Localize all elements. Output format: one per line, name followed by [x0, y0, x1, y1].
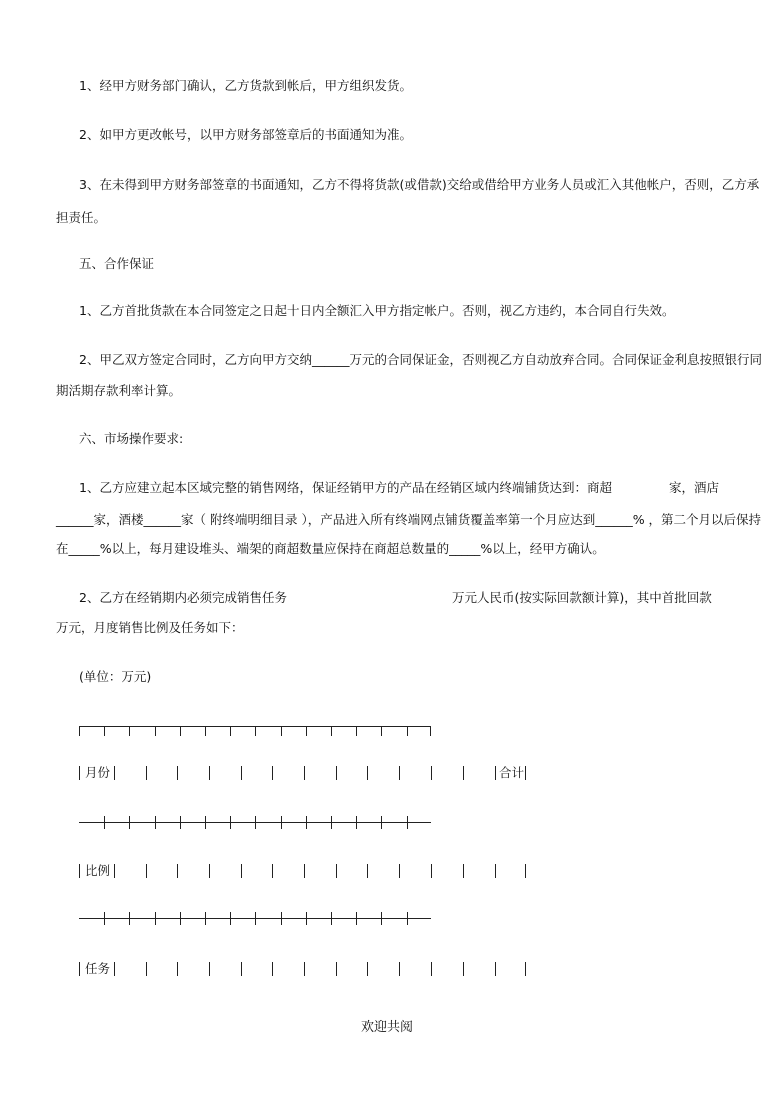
- task-cell-divider-1: [114, 962, 115, 976]
- paragraph-payment-3-line1: 3、在未得到甲方财务部签章的书面通知，乙方不得将货款(或借款)交给或借给甲方业务人员或汇入其他帐户，否则，乙方承: [79, 177, 760, 192]
- month-cell-divider-1: [114, 766, 115, 780]
- month-cell-divider-3: [177, 766, 178, 780]
- ratio-cell-divider-11: [431, 864, 432, 878]
- month-cell-divider-8: [336, 766, 337, 780]
- month-cell-divider-10: [399, 766, 400, 780]
- row-task-left-bar: [79, 962, 80, 976]
- paragraph-market-1-line2: ______家，酒楼______家（ 附终端明细目录 ），产品进入所有终端网点铺货覆盖率第一个月应达到______% ，第二个月以后保持: [56, 512, 762, 527]
- row-label-task: 任务: [85, 961, 111, 976]
- middle-rule-2-tick-10: [331, 912, 332, 925]
- paragraph-market-2-line1-right: 万元人民币(按实际回款额计算)，其中首批回款: [452, 590, 712, 605]
- paragraph-cooperation-2-line1: 2、甲乙双方签定合同时，乙方向甲方交纳______万元的合同保证金，否则视乙方自动放弃合同。合同保证金利息按照银行同: [79, 352, 762, 367]
- task-cell-divider-2: [146, 962, 147, 976]
- top-rule-tick-11: [356, 726, 357, 736]
- paragraph-payment-1: 1、经甲方财务部门确认，乙方货款到帐后，甲方组织发货。: [79, 78, 412, 93]
- paragraph-market-2-line1-left: 2、乙方在经销期内必须完成销售任务: [79, 590, 287, 605]
- task-cell-divider-10: [399, 962, 400, 976]
- paragraph-market-2-line2: 万元，月度销售比例及任务如下：: [56, 620, 244, 635]
- month-cell-divider-4: [209, 766, 210, 780]
- task-cell-divider-14: [525, 962, 526, 976]
- middle-rule-2-tick-7: [255, 912, 256, 925]
- middle-rule-1-tick-4: [180, 816, 181, 829]
- paragraph-market-1-line1-left: 1、乙方应建立起本区域完整的销售网络，保证经销甲方的产品在经销区域内终端铺货达到：商超: [79, 480, 612, 495]
- top-rule-tick-13: [407, 726, 408, 736]
- unit-note: (单位：万元): [79, 669, 152, 684]
- paragraph-market-1-line1-right: 家，酒店: [669, 480, 720, 495]
- row-month-total-left-bar: [495, 766, 496, 780]
- page-footer: 欢迎共阅: [360, 1020, 413, 1035]
- top-rule-tick-5: [205, 726, 206, 736]
- table-top-rule-end-right: [430, 726, 431, 736]
- middle-rule-2-tick-9: [306, 912, 307, 925]
- month-cell-divider-12: [463, 766, 464, 780]
- middle-rule-1-tick-12: [381, 816, 382, 829]
- month-cell-divider-7: [304, 766, 305, 780]
- top-rule-tick-2: [129, 726, 130, 736]
- ratio-cell-divider-12: [463, 864, 464, 878]
- section-heading-market: 六、市场操作要求:: [79, 431, 184, 446]
- row-month-total-right-bar: [525, 766, 526, 780]
- middle-rule-1-tick-11: [356, 816, 357, 829]
- row-label-month: 月份: [85, 765, 111, 780]
- top-rule-tick-10: [331, 726, 332, 736]
- middle-rule-2-tick-13: [407, 912, 408, 925]
- task-cell-divider-12: [463, 962, 464, 976]
- middle-rule-1-tick-13: [407, 816, 408, 829]
- ratio-cell-divider-13: [495, 864, 496, 878]
- middle-rule-1-tick-3: [155, 816, 156, 829]
- middle-rule-1-tick-8: [281, 816, 282, 829]
- middle-rule-2-tick-8: [281, 912, 282, 925]
- ratio-cell-divider-2: [146, 864, 147, 878]
- middle-rule-2-tick-5: [205, 912, 206, 925]
- middle-rule-1-tick-7: [255, 816, 256, 829]
- month-cell-divider-11: [431, 766, 432, 780]
- task-cell-divider-3: [177, 962, 178, 976]
- top-rule-tick-1: [104, 726, 105, 736]
- paragraph-market-1-line3: 在_____%以上，每月建设堆头、端架的商超数量应保持在商超总数量的_____%以上，经甲方确认。: [56, 541, 605, 556]
- paragraph-payment-2: 2、如甲方更改帐号，以甲方财务部签章后的书面通知为准。: [79, 127, 412, 142]
- ratio-cell-divider-7: [304, 864, 305, 878]
- middle-rule-2-tick-6: [230, 912, 231, 925]
- middle-rule-2-tick-11: [356, 912, 357, 925]
- month-cell-divider-5: [241, 766, 242, 780]
- ratio-cell-divider-9: [367, 864, 368, 878]
- middle-rule-1-tick-6: [230, 816, 231, 829]
- month-cell-divider-6: [272, 766, 273, 780]
- middle-rule-1-tick-1: [104, 816, 105, 829]
- paragraph-payment-3-line2: 担责任。: [56, 210, 107, 225]
- top-rule-tick-4: [180, 726, 181, 736]
- middle-rule-2-tick-3: [155, 912, 156, 925]
- middle-rule-2-tick-12: [381, 912, 382, 925]
- task-cell-divider-8: [336, 962, 337, 976]
- ratio-cell-divider-8: [336, 864, 337, 878]
- top-rule-tick-6: [230, 726, 231, 736]
- table-top-rule-end-left: [79, 726, 80, 736]
- middle-rule-2-tick-2: [129, 912, 130, 925]
- task-cell-divider-11: [431, 962, 432, 976]
- month-cell-divider-9: [367, 766, 368, 780]
- section-heading-cooperation: 五、合作保证: [79, 256, 155, 271]
- row-label-total: 合计: [499, 765, 525, 780]
- paragraph-cooperation-1: 1、乙方首批货款在本合同签定之日起十日内全额汇入甲方指定帐户。否则，视乙方违约，本合同自行失效。: [79, 303, 675, 318]
- ratio-cell-divider-6: [272, 864, 273, 878]
- top-rule-tick-3: [155, 726, 156, 736]
- task-cell-divider-9: [367, 962, 368, 976]
- ratio-cell-divider-4: [209, 864, 210, 878]
- top-rule-tick-7: [255, 726, 256, 736]
- top-rule-tick-12: [381, 726, 382, 736]
- task-cell-divider-7: [304, 962, 305, 976]
- paragraph-cooperation-2-line2: 期活期存款利率计算。: [56, 383, 182, 398]
- top-rule-tick-8: [281, 726, 282, 736]
- row-month-left-bar: [79, 766, 80, 780]
- ratio-cell-divider-5: [241, 864, 242, 878]
- row-ratio-left-bar: [79, 864, 80, 878]
- task-cell-divider-4: [209, 962, 210, 976]
- ratio-cell-divider-1: [114, 864, 115, 878]
- task-cell-divider-5: [241, 962, 242, 976]
- middle-rule-1-tick-5: [205, 816, 206, 829]
- ratio-cell-divider-3: [177, 864, 178, 878]
- middle-rule-2-tick-1: [104, 912, 105, 925]
- ratio-cell-divider-14: [525, 864, 526, 878]
- task-cell-divider-13: [495, 962, 496, 976]
- sales-task-table: [79, 718, 539, 988]
- ratio-cell-divider-10: [399, 864, 400, 878]
- middle-rule-1-tick-9: [306, 816, 307, 829]
- row-label-ratio: 比例: [85, 863, 111, 878]
- top-rule-tick-9: [306, 726, 307, 736]
- middle-rule-1-tick-2: [129, 816, 130, 829]
- task-cell-divider-6: [272, 962, 273, 976]
- middle-rule-1-tick-10: [331, 816, 332, 829]
- month-cell-divider-2: [146, 766, 147, 780]
- middle-rule-2-tick-4: [180, 912, 181, 925]
